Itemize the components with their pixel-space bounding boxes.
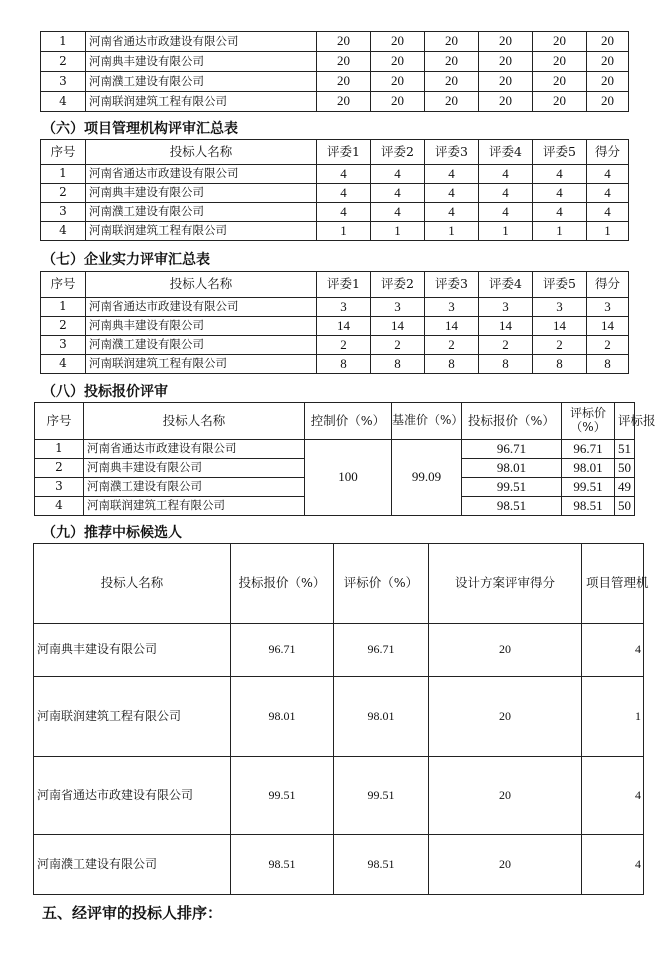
column-header: 控制价（%） — [305, 403, 392, 440]
score-cell: 8 — [317, 355, 371, 374]
bidder-name: 河南联润建筑工程有限公司 — [84, 497, 305, 516]
total-score-cell: 3 — [587, 298, 629, 317]
column-header: 投标人名称 — [34, 544, 231, 624]
column-header: 评委5 — [533, 140, 587, 165]
bid-price-cell: 98.51 — [462, 497, 562, 516]
project-management-score-cell: 4 — [582, 624, 644, 677]
table-row — [41, 222, 629, 241]
bid-price-cell: 99.51 — [462, 478, 562, 497]
column-header: 评标价（%） — [334, 544, 429, 624]
column-header: 项目管理机 — [582, 544, 644, 624]
score-cell: 4 — [479, 203, 533, 222]
table-header-row — [34, 544, 644, 624]
score-cell: 20 — [479, 92, 533, 112]
bidder-name: 河南省通达市政建设有限公司 — [86, 32, 317, 52]
bid-price-cell: 98.51 — [231, 835, 334, 895]
bidder-name: 河南濮工建设有限公司 — [86, 72, 317, 92]
enterprise-strength-score-table — [40, 271, 629, 374]
table-row — [41, 165, 629, 184]
bidder-name: 河南典丰建设有限公司 — [34, 624, 231, 677]
control-price-cell: 100 — [305, 440, 392, 516]
row-index: 1 — [35, 440, 84, 459]
score-cell: 4 — [371, 184, 425, 203]
score-cell: 20 — [479, 52, 533, 72]
evaluated-price-cell: 96.71 — [334, 624, 429, 677]
bid-price-cell: 98.01 — [231, 677, 334, 757]
column-header: 评委3 — [425, 140, 479, 165]
design-score-cell: 20 — [429, 757, 582, 835]
score-cell: 20 — [425, 32, 479, 52]
table-row — [41, 184, 629, 203]
bidder-name: 河南联润建筑工程有限公司 — [86, 355, 317, 374]
score-cell: 2 — [371, 336, 425, 355]
score-cell: 14 — [317, 317, 371, 336]
bidder-name: 河南濮工建设有限公司 — [86, 336, 317, 355]
score-cell: 4 — [425, 184, 479, 203]
score-cell: 20 — [425, 92, 479, 112]
score-cell: 2 — [533, 336, 587, 355]
column-header: 得分 — [587, 272, 629, 298]
bidder-name: 河南省通达市政建设有限公司 — [84, 440, 305, 459]
score-cell: 14 — [371, 317, 425, 336]
total-score-cell: 20 — [587, 32, 629, 52]
column-header: 序号 — [41, 140, 86, 165]
score-cell: 4 — [425, 165, 479, 184]
column-header: 投标报价（%） — [462, 403, 562, 440]
score-cell: 20 — [425, 72, 479, 92]
price-score-cell: 51 — [615, 440, 635, 459]
column-header: 评标报 — [615, 403, 635, 440]
table-row — [34, 677, 644, 757]
project-management-score-cell: 1 — [582, 677, 644, 757]
table-header-row — [41, 140, 629, 165]
total-score-cell: 4 — [587, 203, 629, 222]
score-cell: 4 — [425, 203, 479, 222]
row-index: 2 — [41, 184, 86, 203]
score-cell: 3 — [425, 298, 479, 317]
evaluated-price-cell: 99.51 — [562, 478, 615, 497]
score-cell: 14 — [479, 317, 533, 336]
section-five-heading: 五、经评审的投标人排序： — [42, 904, 223, 922]
score-cell: 4 — [533, 203, 587, 222]
column-header: 评标价（%） — [562, 403, 615, 440]
column-header: 投标人名称 — [86, 272, 317, 298]
score-cell: 2 — [425, 336, 479, 355]
row-index: 3 — [41, 336, 86, 355]
table-row — [41, 355, 629, 374]
table-row — [41, 203, 629, 222]
price-score-cell: 50 — [615, 459, 635, 478]
score-cell: 4 — [371, 165, 425, 184]
score-cell: 20 — [371, 72, 425, 92]
score-cell: 1 — [371, 222, 425, 241]
score-cell: 4 — [479, 165, 533, 184]
bidder-name: 河南省通达市政建设有限公司 — [34, 757, 231, 835]
column-header: 评委2 — [371, 140, 425, 165]
score-cell: 20 — [533, 52, 587, 72]
column-header: 投标人名称 — [86, 140, 317, 165]
column-header: 评委1 — [317, 272, 371, 298]
score-cell: 1 — [425, 222, 479, 241]
row-index: 2 — [35, 459, 84, 478]
score-cell: 20 — [425, 52, 479, 72]
score-cell: 8 — [371, 355, 425, 374]
score-cell: 4 — [479, 184, 533, 203]
column-header: 基准价（%） — [392, 403, 462, 440]
bidder-name: 河南濮工建设有限公司 — [86, 203, 317, 222]
score-cell: 8 — [425, 355, 479, 374]
section-8-heading: （八）投标报价评审 — [42, 384, 168, 400]
total-score-cell: 20 — [587, 52, 629, 72]
row-index: 4 — [41, 92, 86, 112]
table-row — [41, 32, 629, 52]
row-index: 1 — [41, 298, 86, 317]
score-cell: 2 — [479, 336, 533, 355]
score-cell: 20 — [317, 92, 371, 112]
evaluated-price-cell: 98.51 — [334, 835, 429, 895]
row-index: 1 — [41, 165, 86, 184]
score-cell: 20 — [371, 92, 425, 112]
bidder-name: 河南典丰建设有限公司 — [84, 459, 305, 478]
column-header: 序号 — [35, 403, 84, 440]
table-row — [41, 317, 629, 336]
score-cell: 4 — [317, 203, 371, 222]
score-cell: 1 — [479, 222, 533, 241]
total-score-cell: 20 — [587, 72, 629, 92]
bidder-name: 河南典丰建设有限公司 — [86, 52, 317, 72]
total-score-cell: 4 — [587, 165, 629, 184]
project-management-score-table — [40, 139, 629, 241]
row-index: 4 — [41, 355, 86, 374]
score-cell: 4 — [317, 184, 371, 203]
column-header: 评委4 — [479, 272, 533, 298]
table-row — [41, 52, 629, 72]
bidder-name: 河南省通达市政建设有限公司 — [86, 298, 317, 317]
total-score-cell: 20 — [587, 92, 629, 112]
score-cell: 8 — [479, 355, 533, 374]
column-header: 评委2 — [371, 272, 425, 298]
score-cell: 20 — [371, 52, 425, 72]
evaluated-price-cell: 98.51 — [562, 497, 615, 516]
bidder-name: 河南省通达市政建设有限公司 — [86, 165, 317, 184]
total-score-cell: 1 — [587, 222, 629, 241]
evaluated-price-cell: 96.71 — [562, 440, 615, 459]
score-cell: 1 — [533, 222, 587, 241]
score-cell: 20 — [533, 92, 587, 112]
bidder-name: 河南濮工建设有限公司 — [84, 478, 305, 497]
price-score-cell: 50 — [615, 497, 635, 516]
design-score-cell: 20 — [429, 835, 582, 895]
bid-price-cell: 96.71 — [231, 624, 334, 677]
bid-price-cell: 96.71 — [462, 440, 562, 459]
table-header-row — [41, 272, 629, 298]
score-cell: 20 — [533, 32, 587, 52]
score-cell: 14 — [533, 317, 587, 336]
column-header: 投标报价（%） — [231, 544, 334, 624]
bidder-name: 河南典丰建设有限公司 — [86, 317, 317, 336]
score-cell: 20 — [317, 32, 371, 52]
score-cell: 1 — [317, 222, 371, 241]
project-management-score-cell: 4 — [582, 757, 644, 835]
bidder-name: 河南联润建筑工程有限公司 — [86, 92, 317, 112]
score-cell: 3 — [533, 298, 587, 317]
table-row — [34, 757, 644, 835]
row-index: 2 — [41, 52, 86, 72]
recommended-candidates-table — [33, 543, 649, 895]
bidder-name: 河南濮工建设有限公司 — [34, 835, 231, 895]
bid-price-cell: 98.01 — [462, 459, 562, 478]
table-row — [41, 298, 629, 317]
score-cell: 4 — [317, 165, 371, 184]
score-cell: 20 — [371, 32, 425, 52]
score-cell: 20 — [317, 72, 371, 92]
score-cell: 4 — [533, 165, 587, 184]
price-score-cell: 49 — [615, 478, 635, 497]
evaluated-price-cell: 98.01 — [334, 677, 429, 757]
column-header: 评委1 — [317, 140, 371, 165]
score-cell: 4 — [533, 184, 587, 203]
table-row — [41, 336, 629, 355]
row-index: 4 — [35, 497, 84, 516]
score-cell: 20 — [479, 72, 533, 92]
table-row — [41, 92, 629, 112]
row-index: 3 — [35, 478, 84, 497]
table-row — [35, 440, 635, 459]
total-score-cell: 2 — [587, 336, 629, 355]
table-header-row — [35, 403, 635, 440]
column-header: 评委3 — [425, 272, 479, 298]
score-cell: 14 — [425, 317, 479, 336]
total-score-cell: 8 — [587, 355, 629, 374]
row-index: 3 — [41, 203, 86, 222]
design-score-cell: 20 — [429, 624, 582, 677]
bidder-name: 河南典丰建设有限公司 — [86, 184, 317, 203]
row-index: 4 — [41, 222, 86, 241]
total-score-cell: 4 — [587, 184, 629, 203]
section-7-heading: （七）企业实力评审汇总表 — [42, 252, 210, 268]
section-6-heading: （六）项目管理机构评审汇总表 — [42, 121, 238, 137]
score-cell: 3 — [371, 298, 425, 317]
column-header: 设计方案评审得分 — [429, 544, 582, 624]
table-row — [34, 835, 644, 895]
bid-price-cell: 99.51 — [231, 757, 334, 835]
base-price-cell: 99.09 — [392, 440, 462, 516]
score-cell: 20 — [479, 32, 533, 52]
score-cell: 8 — [533, 355, 587, 374]
bid-price-review-table — [34, 402, 656, 516]
score-cell: 2 — [317, 336, 371, 355]
column-header: 投标人名称 — [84, 403, 305, 440]
total-score-cell: 14 — [587, 317, 629, 336]
design-score-cell: 20 — [429, 677, 582, 757]
row-index: 2 — [41, 317, 86, 336]
evaluated-price-cell: 99.51 — [334, 757, 429, 835]
row-index: 3 — [41, 72, 86, 92]
row-index: 1 — [41, 32, 86, 52]
table-row — [41, 72, 629, 92]
score-cell: 3 — [317, 298, 371, 317]
score-cell: 20 — [533, 72, 587, 92]
project-management-score-cell: 4 — [582, 835, 644, 895]
score-cell: 20 — [317, 52, 371, 72]
score-cell: 4 — [371, 203, 425, 222]
column-header: 序号 — [41, 272, 86, 298]
section-9-heading: （九）推荐中标候选人 — [42, 525, 182, 541]
table-row — [34, 624, 644, 677]
bidder-name: 河南联润建筑工程有限公司 — [86, 222, 317, 241]
evaluated-price-cell: 98.01 — [562, 459, 615, 478]
design-scheme-score-table — [40, 31, 629, 112]
bidder-name: 河南联润建筑工程有限公司 — [34, 677, 231, 757]
score-cell: 3 — [479, 298, 533, 317]
column-header: 得分 — [587, 140, 629, 165]
column-header: 评委5 — [533, 272, 587, 298]
column-header: 评委4 — [479, 140, 533, 165]
